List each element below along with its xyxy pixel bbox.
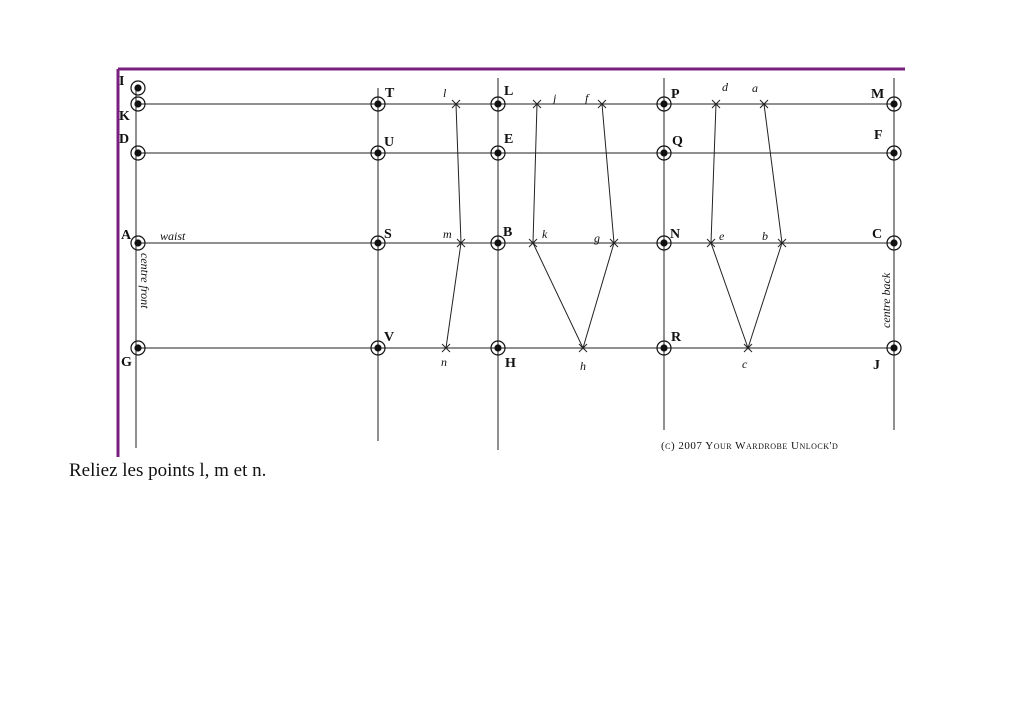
waist-label: waist [160, 229, 186, 243]
label-point-g: G [121, 355, 132, 370]
label-point-f: F [874, 128, 883, 143]
label-point-t: T [385, 86, 395, 101]
copyright-notice: (c) 2007 Your Wardrobe Unlock'd [661, 440, 839, 452]
label-point-h-small: h [580, 359, 586, 373]
label-point-k-small: k [542, 227, 548, 241]
label-point-p: P [671, 87, 680, 102]
label-point-h: H [505, 356, 516, 371]
label-point-d: D [119, 132, 130, 147]
label-point-l-small: l [443, 86, 447, 100]
label-point-a: A [121, 228, 132, 243]
centre-back-label: centre back [879, 272, 893, 328]
dart-d-e-c-b-a [711, 104, 782, 348]
dart-lines [446, 104, 782, 348]
line-l-m [456, 104, 461, 243]
line-m-n [446, 243, 461, 348]
vertical-lines [136, 78, 894, 450]
label-point-c: C [872, 227, 883, 242]
label-point-l: L [504, 84, 514, 99]
label-point-e: E [504, 132, 514, 147]
dart-j-k-h-g-f [533, 104, 614, 348]
label-point-n: N [670, 227, 681, 242]
label-point-i: I [119, 74, 125, 89]
instruction-text: Reliez les points l, m et n. [69, 460, 267, 481]
label-point-j-small: j [553, 91, 557, 105]
label-point-f-small: f [585, 91, 589, 105]
grid-point-labels [119, 74, 884, 373]
label-point-s: S [384, 227, 392, 242]
label-point-c-small: c [742, 357, 748, 371]
label-point-d-small: d [722, 80, 728, 94]
label-point-q: Q [672, 134, 683, 149]
horizontal-lines [136, 104, 896, 348]
centre-front-label: centre front [138, 253, 152, 309]
label-point-b-small: b [762, 229, 768, 243]
construction-point-markers [442, 100, 786, 352]
label-point-b: B [503, 225, 513, 240]
label-point-n-small: n [441, 355, 447, 369]
label-point-a-small: a [752, 81, 758, 95]
label-point-j: J [873, 358, 880, 373]
label-point-v: V [384, 330, 395, 345]
label-point-e-small: e [719, 229, 725, 243]
label-point-m-small: m [443, 227, 452, 241]
label-point-k: K [119, 109, 130, 124]
label-point-r: R [671, 330, 682, 345]
label-point-g-small: g [594, 231, 600, 245]
point-i-marker [131, 81, 145, 95]
label-point-m: M [871, 87, 885, 102]
grid-point-markers [131, 81, 901, 355]
construction-point-labels [441, 80, 768, 373]
label-point-u: U [384, 135, 395, 150]
